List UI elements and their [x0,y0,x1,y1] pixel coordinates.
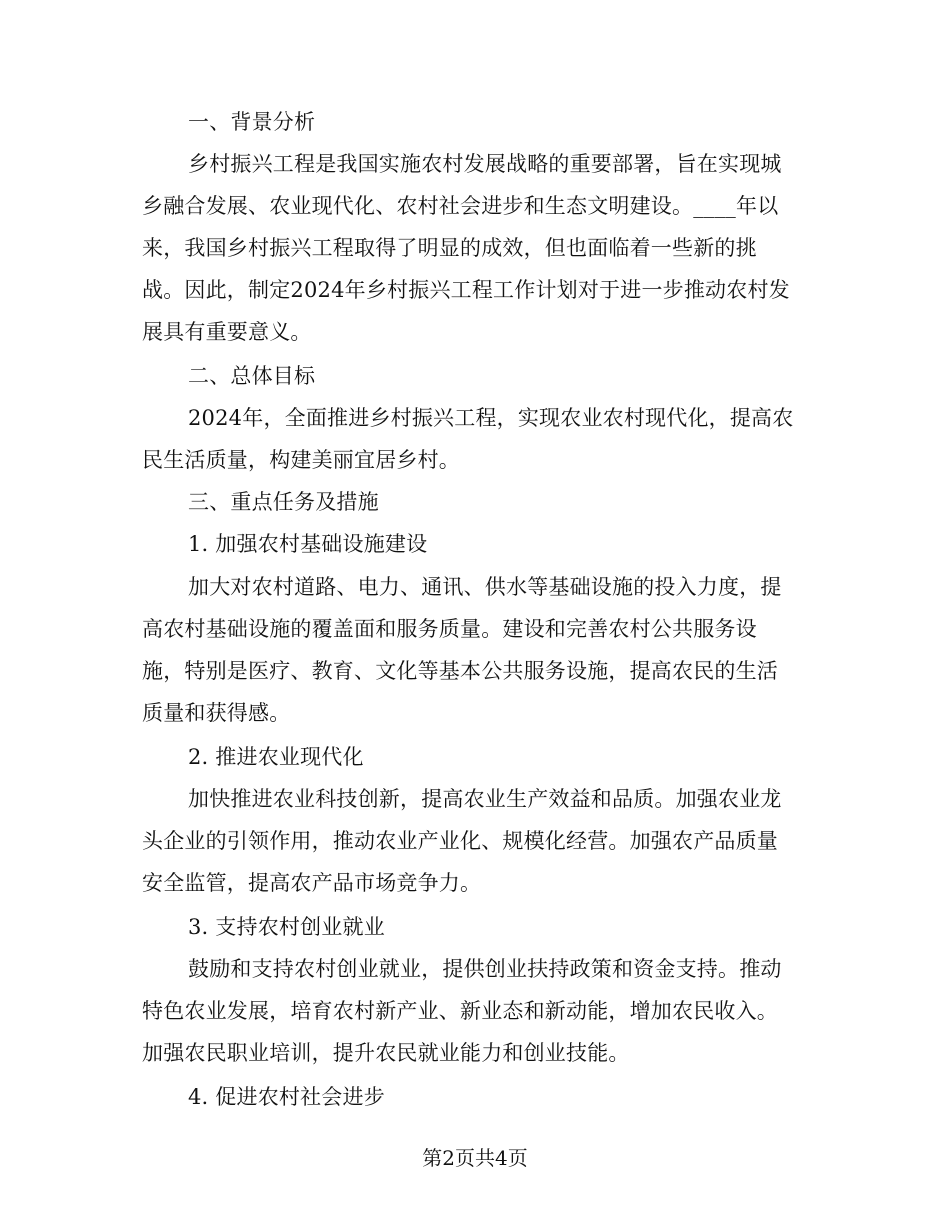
subheading-agri-modernization: 2. 推进农业现代化 [188,745,364,769]
paragraph-line: 战。因此，制定2024年乡村振兴工程工作计划对于进一步推动农村发 [142,278,790,302]
paragraph-line: 质量和获得感。 [142,701,291,725]
paragraph-line: 乡融合发展、农业现代化、农村社会进步和生态文明建设。____年以 [142,194,779,218]
paragraph-line: 加快推进农业科技创新，提高农业生产效益和品质。加强农业龙 [188,787,782,811]
paragraph-line: 来，我国乡村振兴工程取得了明显的成效，但也面临着一些新的挑 [142,236,757,260]
paragraph-line: 乡村振兴工程是我国实施农村发展战略的重要部署，旨在实现城 [188,152,782,176]
paragraph-line: 加大对农村道路、电力、通讯、供水等基础设施的投入力度，提 [188,575,782,599]
page-indicator: 第2页共4页 [422,1146,528,1170]
paragraph-line: 鼓励和支持农村创业就业，提供创业扶持政策和资金支持。推动 [188,957,782,981]
subheading-infrastructure: 1. 加强农村基础设施建设 [188,532,428,556]
section-heading-goals: 二、总体目标 [188,364,316,388]
paragraph-line: 施，特别是医疗、教育、文化等基本公共服务设施，提高农民的生活 [142,659,778,683]
paragraph-line: 头企业的引领作用，推动农业产业化、规模化经营。加强农产品质量 [142,829,778,853]
paragraph-line: 加强农民职业培训，提升农民就业能力和创业技能。 [142,1041,630,1065]
paragraph-line: 安全监管，提高农产品市场竞争力。 [142,871,482,895]
paragraph-line: 特色农业发展，培育农村新产业、新业态和新动能，增加农民收入。 [142,999,778,1023]
paragraph-line: 展具有重要意义。 [142,320,312,344]
paragraph-line: 2024年，全面推进乡村振兴工程，实现农业农村现代化，提高农 [188,406,794,430]
paragraph-line: 高农村基础设施的覆盖面和服务质量。建设和完善农村公共服务设 [142,617,757,641]
section-heading-background: 一、背景分析 [188,110,316,134]
paragraph-line: 民生活质量，构建美丽宜居乡村。 [142,448,460,472]
subheading-social-progress: 4. 促进农村社会进步 [188,1085,385,1109]
section-heading-tasks: 三、重点任务及措施 [188,490,379,514]
subheading-entrepreneurship: 3. 支持农村创业就业 [188,915,385,939]
